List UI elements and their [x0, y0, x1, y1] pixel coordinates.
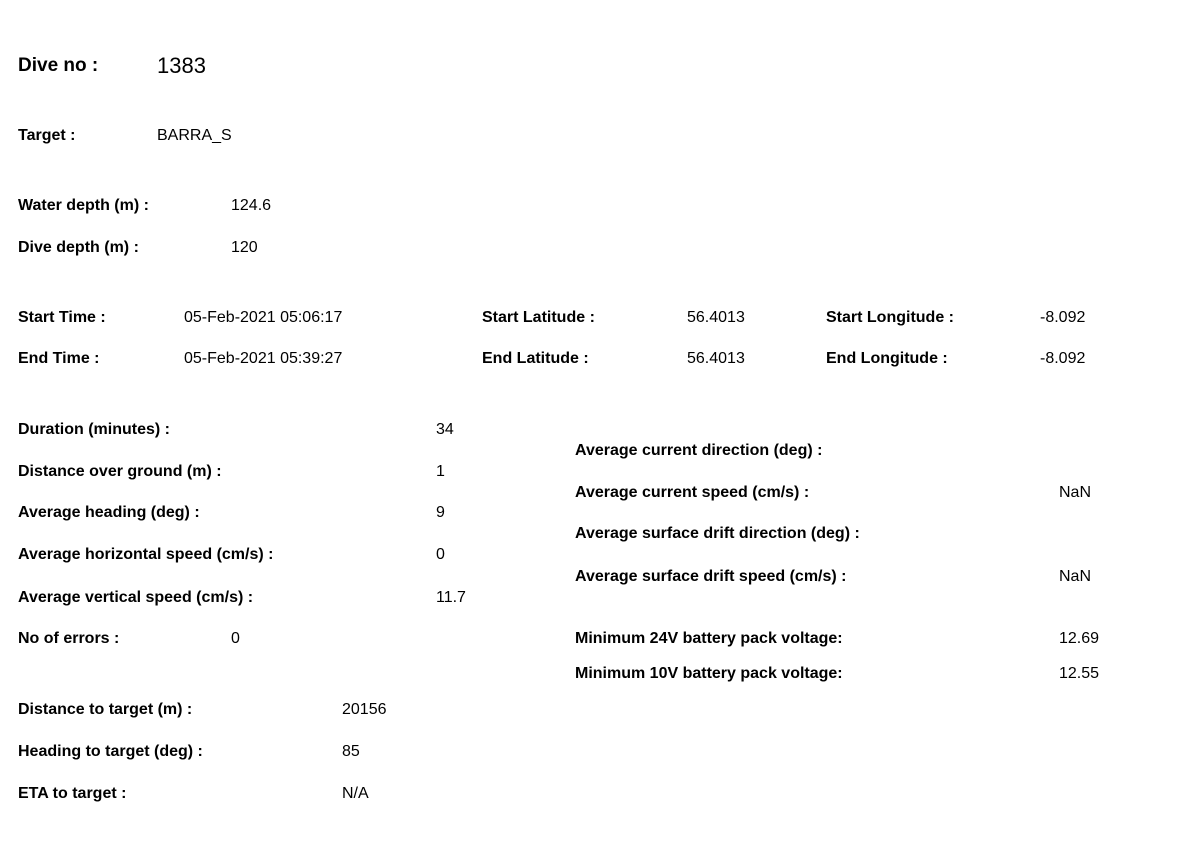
- dive-number-value: 1383: [157, 53, 206, 78]
- surface-drift-speed-label: Average surface drift speed (cm/s) :: [575, 568, 847, 585]
- average-vertical-speed-label: Average vertical speed (cm/s) :: [18, 589, 254, 606]
- heading-to-target-value: 85: [342, 743, 360, 760]
- end-time-value: 05-Feb-2021 05:39:27: [184, 350, 343, 367]
- water-depth-label: Water depth (m) :: [18, 197, 149, 214]
- average-heading-value: 9: [436, 504, 445, 521]
- dive-depth-value: 120: [231, 239, 258, 256]
- average-horizontal-speed-value: 0: [436, 546, 445, 563]
- surface-drift-direction-label: Average surface drift direction (deg) :: [575, 525, 860, 542]
- distance-to-target-value: 20156: [342, 701, 387, 718]
- distance-over-ground-label: Distance over ground (m) :: [18, 463, 222, 480]
- distance-to-target-label: Distance to target (m) :: [18, 701, 193, 718]
- battery-24v-label: Minimum 24V battery pack voltage:: [575, 630, 843, 647]
- distance-over-ground-value: 1: [436, 463, 445, 480]
- errors-value: 0: [231, 630, 240, 647]
- start-time-value: 05-Feb-2021 05:06:17: [184, 309, 343, 326]
- start-time-label: Start Time :: [18, 309, 106, 326]
- water-depth-value: 124.6: [231, 197, 272, 214]
- battery-24v-value: 12.69: [1059, 630, 1100, 647]
- average-vertical-speed-value: 11.7: [436, 589, 466, 606]
- average-horizontal-speed-label: Average horizontal speed (cm/s) :: [18, 546, 274, 563]
- battery-10v-label: Minimum 10V battery pack voltage:: [575, 665, 843, 682]
- start-longitude-value: -8.092: [1040, 309, 1086, 326]
- heading-to-target-label: Heading to target (deg) :: [18, 743, 203, 760]
- surface-drift-speed-value: NaN: [1059, 568, 1092, 585]
- end-latitude-value: 56.4013: [687, 350, 745, 367]
- dive-number-label: Dive no :: [18, 55, 99, 76]
- start-longitude-label: Start Longitude :: [826, 309, 954, 326]
- duration-value: 34: [436, 421, 454, 438]
- battery-10v-value: 12.55: [1059, 665, 1100, 682]
- start-latitude-label: Start Latitude :: [482, 309, 595, 326]
- average-heading-label: Average heading (deg) :: [18, 504, 200, 521]
- current-speed-value: NaN: [1059, 484, 1092, 501]
- target-value: BARRA_S: [157, 127, 232, 144]
- end-longitude-label: End Longitude :: [826, 350, 948, 367]
- current-direction-label: Average current direction (deg) :: [575, 442, 823, 459]
- end-latitude-label: End Latitude :: [482, 350, 589, 367]
- errors-label: No of errors :: [18, 630, 120, 647]
- start-latitude-value: 56.4013: [687, 309, 745, 326]
- end-longitude-value: -8.092: [1040, 350, 1086, 367]
- eta-to-target-value: N/A: [342, 785, 369, 802]
- current-speed-label: Average current speed (cm/s) :: [575, 484, 810, 501]
- dive-depth-label: Dive depth (m) :: [18, 239, 139, 256]
- eta-to-target-label: ETA to target :: [18, 785, 127, 802]
- target-label: Target :: [18, 127, 76, 144]
- duration-label: Duration (minutes) :: [18, 421, 170, 438]
- end-time-label: End Time :: [18, 350, 100, 367]
